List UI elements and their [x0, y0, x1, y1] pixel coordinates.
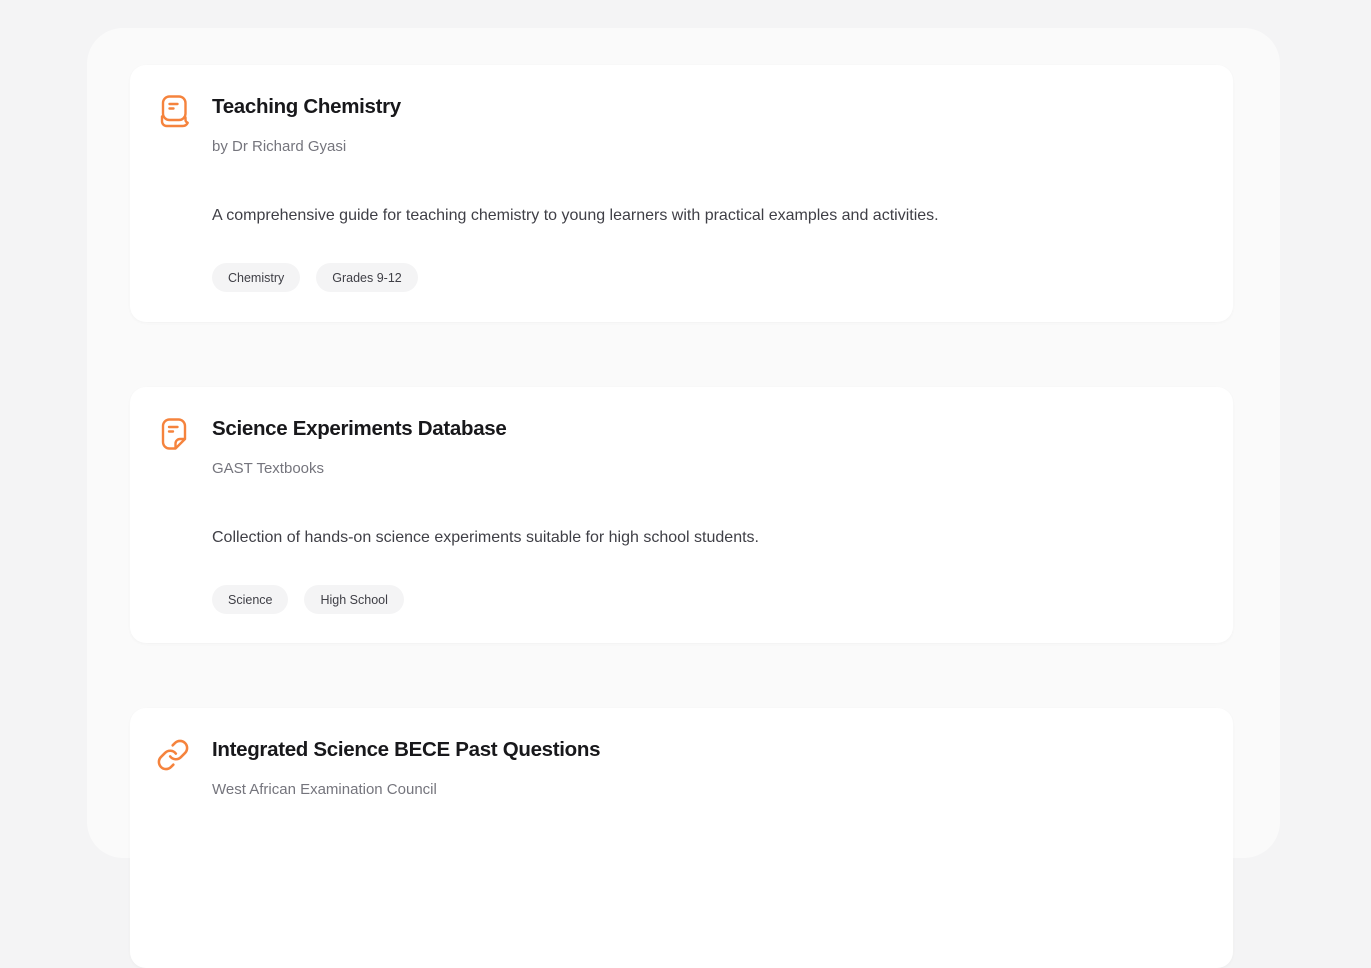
resource-description: Collection of hands-on science experiments suitable for high school students.: [212, 529, 759, 546]
resource-card-teaching-chemistry[interactable]: [130, 65, 1233, 322]
note-icon: [156, 415, 192, 453]
card-content: [212, 92, 1203, 298]
resource-tags: [212, 263, 1203, 292]
card-content: [212, 414, 1203, 619]
resource-title: Science Experiments Database: [212, 417, 507, 440]
resource-author: West African Examination Council: [212, 781, 437, 798]
resource-title: Teaching Chemistry: [212, 95, 401, 118]
resource-list-panel: [87, 28, 1280, 858]
tag-badge: High School: [304, 585, 403, 614]
resource-author: GAST Textbooks: [212, 460, 325, 477]
resource-author: by Dr Richard Gyasi: [212, 138, 347, 155]
book-icon: [156, 93, 192, 131]
resource-title: Integrated Science BECE Past Questions: [212, 738, 601, 761]
tag-badge: Science: [212, 585, 288, 614]
resource-card-science-experiments[interactable]: [130, 387, 1233, 643]
resource-description: A comprehensive guide for teaching chemistry to young learners with practical examples and activities.: [212, 207, 939, 224]
card-content: [212, 735, 1203, 944]
tag-badge: Grades 9-12: [316, 263, 417, 292]
link-icon: [156, 736, 192, 774]
tag-badge: Chemistry: [212, 263, 300, 292]
resource-tags: [212, 585, 1203, 614]
resource-card-bece-past-questions[interactable]: [130, 708, 1233, 968]
